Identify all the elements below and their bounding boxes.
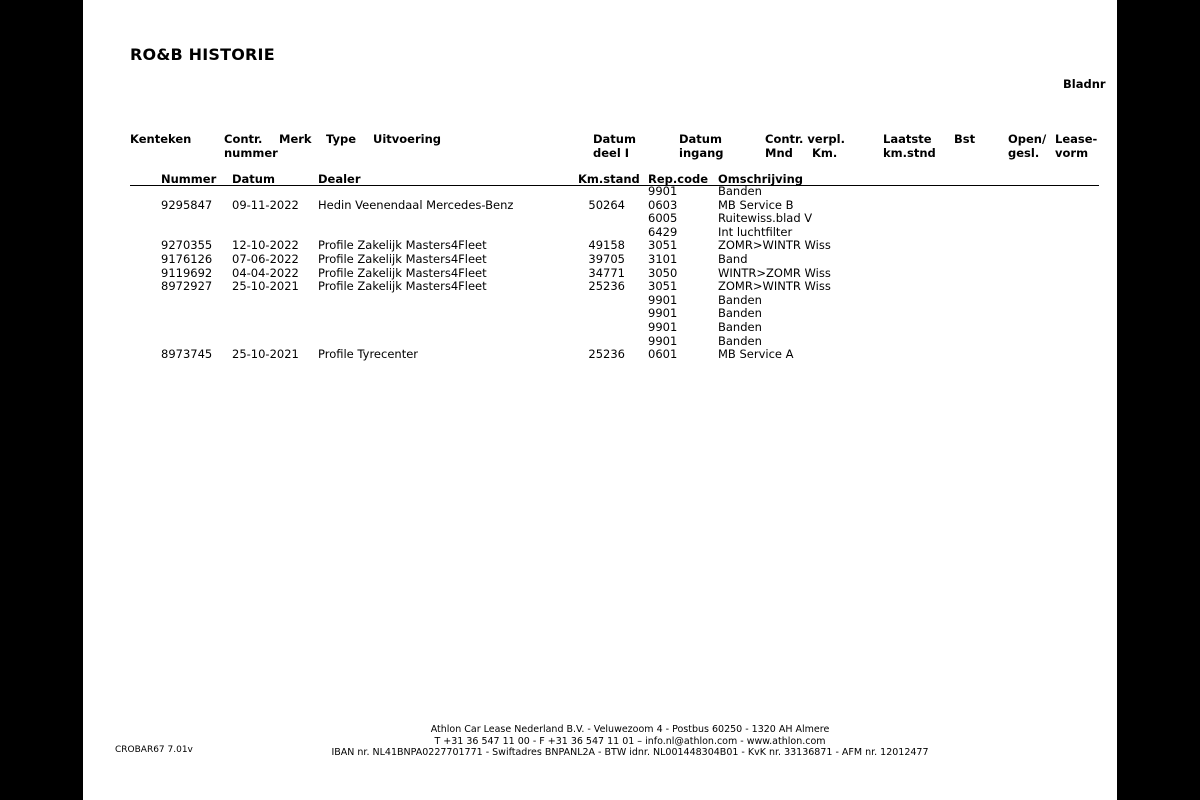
cell-km: 25236: [588, 347, 625, 362]
cell-km: 49158: [588, 238, 625, 253]
cell-km: 39705: [588, 252, 625, 266]
table-row: [83, 280, 1117, 294]
header-contr-verpl-line2: [765, 147, 845, 161]
header-open-line1: Open/: [1008, 132, 1047, 146]
table-row: [83, 267, 1117, 281]
cell-repcode: 0601: [648, 347, 678, 362]
cell-repcode: 3051: [648, 238, 678, 253]
header-laatste: [883, 133, 936, 160]
header-datum-deel-line2: deel I: [593, 145, 630, 160]
cell-datum: 12-10-2022: [232, 238, 299, 253]
column-repcode: Rep.code: [648, 172, 709, 186]
cell-repcode: 0603: [648, 197, 678, 212]
cell-repcode: 9901: [648, 292, 678, 307]
cell-datum: 25-10-2021: [232, 347, 299, 362]
cell-nummer: 9270355: [161, 238, 213, 253]
header-open-line2: gesl.: [1008, 145, 1040, 160]
table-row: [83, 226, 1117, 240]
header-contr-line1: Contr.: [224, 132, 263, 146]
header-datum-deel-line1: Datum: [593, 132, 636, 146]
header-contr: [224, 133, 278, 160]
cell-omschrijving: Banden: [718, 184, 762, 198]
cell-omschrijving: Banden: [718, 292, 762, 307]
column-datum: Datum: [232, 172, 275, 186]
header-uitvoering: Uitvoering: [373, 132, 442, 146]
cell-repcode: 3101: [648, 252, 678, 266]
header-lease-vorm: [1055, 133, 1097, 160]
cell-omschrijving: Band: [718, 252, 748, 266]
header-contr-line2: nummer: [224, 145, 278, 160]
cell-datum: 09-11-2022: [232, 197, 299, 212]
table-row: [83, 185, 1117, 199]
header-datum-ingang-line1: Datum: [679, 132, 722, 146]
table-row: [83, 321, 1117, 335]
bladnr-label: Bladnr: [1063, 77, 1106, 91]
cell-omschrijving: Int luchtfilter: [718, 224, 793, 239]
cell-datum: 04-04-2022: [232, 265, 299, 280]
cell-omschrijving: MB Service B: [718, 197, 794, 212]
table-row: [83, 212, 1117, 226]
column-dealer: Dealer: [318, 172, 361, 186]
header-open-gesl: [1008, 133, 1046, 160]
footer-line-contact: T +31 36 547 11 00 - F +31 36 547 11 01 – info.nl@athlon.com - www.athlon.com: [434, 735, 826, 747]
cell-repcode: 9901: [648, 306, 678, 321]
cell-dealer: Profile Zakelijk Masters4Fleet: [318, 279, 487, 294]
cell-omschrijving: Banden: [718, 306, 762, 321]
cell-repcode: 6005: [648, 211, 678, 226]
table-row: [83, 294, 1117, 308]
header-type: Type: [326, 132, 357, 146]
cell-km: 25236: [588, 279, 625, 294]
table-row: [83, 253, 1117, 267]
footer-company-info: [83, 724, 1117, 759]
table-row: [83, 307, 1117, 321]
cell-omschrijving: Banden: [718, 320, 762, 334]
header-datum-ingang-line2: ingang: [679, 145, 724, 160]
cell-nummer: 9176126: [161, 252, 213, 266]
header-laatste-line2: km.stnd: [883, 145, 936, 160]
header-merk: Merk: [279, 132, 312, 146]
cell-dealer: Profile Tyrecenter: [318, 347, 419, 362]
header-datum-deel: [593, 133, 636, 160]
cell-repcode: 9901: [648, 333, 678, 348]
cell-nummer: 9295847: [161, 197, 213, 212]
table-row: [83, 239, 1117, 253]
header-datum-ingang: [679, 133, 724, 160]
footer-line-address: Athlon Car Lease Nederland B.V. - Veluwezoom 4 - Postbus 60250 - 1320 AH Almere: [430, 724, 830, 735]
table-row: [83, 348, 1117, 362]
header-laatste-line1: Laatste: [883, 132, 932, 146]
cell-datum: 07-06-2022: [232, 252, 299, 266]
cell-omschrijving: Ruitewiss.blad V: [718, 211, 813, 226]
cell-repcode: 9901: [648, 184, 678, 198]
cell-km: 34771: [588, 265, 625, 280]
cell-omschrijving: WINTR>ZOMR Wiss: [718, 265, 831, 280]
header-km: Km.: [812, 145, 838, 160]
table-row: [83, 199, 1117, 213]
cell-dealer: Hedin Veenendaal Mercedes-Benz: [318, 197, 514, 212]
header-contr-verpl-line1: Contr. verpl.: [765, 132, 845, 146]
page-title: RO&B HISTORIE: [130, 45, 275, 64]
cell-omschrijving: ZOMR>WINTR Wiss: [718, 238, 831, 253]
cell-nummer: 9119692: [161, 265, 213, 280]
cell-dealer: Profile Zakelijk Masters4Fleet: [318, 252, 487, 266]
cell-repcode: 3050: [648, 265, 678, 280]
cell-datum: 25-10-2021: [232, 279, 299, 294]
header-mnd: Mnd: [765, 145, 793, 160]
cell-dealer: Profile Zakelijk Masters4Fleet: [318, 265, 487, 280]
cell-dealer: Profile Zakelijk Masters4Fleet: [318, 238, 487, 253]
header-kenteken: Kenteken: [130, 132, 192, 146]
document-page: [83, 0, 1117, 800]
cell-nummer: 8973745: [161, 347, 213, 362]
header-contr-verpl: [765, 133, 845, 160]
column-kmstand: Km.stand: [578, 172, 640, 186]
table-row: [83, 335, 1117, 349]
header-bst: Bst: [954, 132, 976, 146]
column-nummer: Nummer: [161, 172, 217, 186]
cell-omschrijving: ZOMR>WINTR Wiss: [718, 279, 831, 294]
cell-repcode: 6429: [648, 224, 678, 239]
cell-repcode: 3051: [648, 279, 678, 294]
column-omschrijving: Omschrijving: [718, 172, 804, 186]
header-lease-line1: Lease-: [1055, 132, 1098, 146]
cell-km: 50264: [588, 197, 625, 212]
cell-omschrijving: MB Service A: [718, 347, 794, 362]
cell-nummer: 8972927: [161, 279, 213, 294]
footer-line-registration: IBAN nr. NL41BNPA0227701771 - Swiftadres BNPANL2A - BTW idnr. NL001448304B01 - KvK nr. 33136871 - AFM nr. 12012477: [331, 747, 929, 758]
header-lease-line2: vorm: [1055, 145, 1089, 160]
cell-omschrijving: Banden: [718, 333, 762, 348]
cell-repcode: 9901: [648, 320, 678, 334]
form-code: CROBAR67 7.01v: [115, 745, 193, 755]
